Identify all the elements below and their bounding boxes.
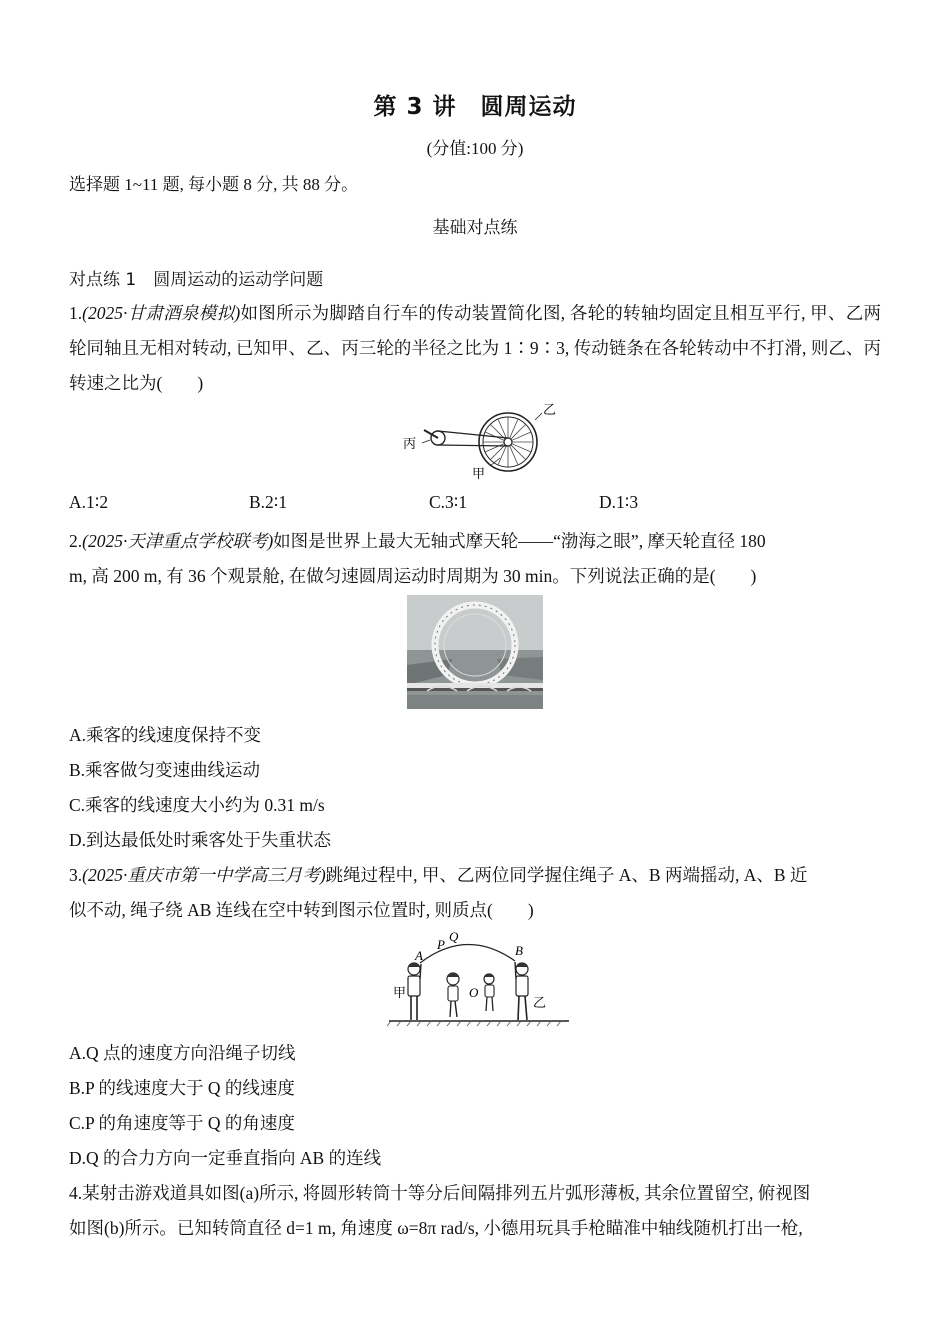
q1-option-b[interactable]: B.2∶1 — [249, 492, 288, 512]
q2-option-c[interactable]: C.乘客的线速度大小约为 0.31 m/s — [69, 795, 325, 815]
q1-option-c[interactable]: C.3∶1 — [429, 492, 468, 512]
q1-option-a[interactable]: A.1∶2 — [69, 492, 109, 512]
intro-text: 选择题 1~11 题, 每小题 8 分, 共 88 分。 — [69, 175, 359, 194]
q1-option-d[interactable]: D.1∶3 — [599, 492, 639, 512]
bicycle-drive-figure — [400, 400, 560, 485]
q2-option-b[interactable]: B.乘客做匀变速曲线运动 — [69, 760, 261, 780]
question-3-stem-line2: 似不动, 绳子绕 AB 连线在空中转到图示位置时, 则质点( ) — [69, 900, 534, 920]
page-title: 第 3 讲 圆周运动 — [373, 94, 577, 120]
q2-option-a[interactable]: A.乘客的线速度保持不变 — [69, 725, 262, 745]
q3-option-b[interactable]: B.P 的线速度大于 Q 的线速度 — [69, 1078, 295, 1098]
score-note: (分值:100 分) — [426, 139, 524, 158]
subsection-heading: 对点练 1 圆周运动的运动学问题 — [69, 270, 324, 290]
label-jia-person: 甲 — [393, 985, 407, 1000]
label-O: O — [469, 985, 479, 1000]
question-2-stem-line2: m, 高 200 m, 有 36 个观景舱, 在做匀速圆周运动时周期为 30 min。下列说法正确的是( ) — [69, 566, 757, 586]
question-1-options — [0, 492, 950, 516]
question-4-stem-line1: 4.某射击游戏道具如图(a)所示, 将圆形转筒十等分后间隔排列五片弧形薄板, 其余位置留空, 俯视图 — [69, 1183, 811, 1203]
q3-option-d[interactable]: D.Q 的合力方向一定垂直指向 AB 的连线 — [69, 1148, 382, 1168]
question-4-stem-line2: 如图(b)所示。已知转筒直径 d=1 m, 角速度 ω=8π rad/s, 小德用玩具手枪瞄准中轴线随机打出一枪, — [69, 1218, 803, 1238]
label-P: P — [437, 937, 445, 952]
jump-rope-figure — [387, 927, 571, 1027]
q3-option-c[interactable]: C.P 的角速度等于 Q 的角速度 — [69, 1113, 295, 1133]
question-3-stem-line1: 3.(2025·重庆市第一中学高三月考)跳绳过程中, 甲、乙两位同学握住绳子 A、B 两端摇动, A、B 近 — [69, 865, 808, 885]
ferris-wheel-photo — [407, 595, 543, 709]
question-1-stem: 1.(2025·甘肃酒泉模拟)如图所示为脚踏自行车的传动装置简化图, 各轮的转轴均固定且相互平行, 甲、乙两轮同轴且无相对转动, 已知甲、乙、丙三轮的半径之比为 1∶9∶3, 传动链条在各轮转动中不打滑, 则乙、丙转速之比为( ) — [69, 303, 882, 393]
label-Q: Q — [449, 929, 459, 944]
label-A: A — [415, 948, 423, 963]
label-yi: 乙 — [543, 402, 557, 417]
section-heading: 基础对点练 — [432, 218, 518, 238]
label-bing: 丙 — [403, 436, 417, 451]
q2-option-d[interactable]: D.到达最低处时乘客处于失重状态 — [69, 830, 332, 850]
label-yi-person: 乙 — [533, 995, 547, 1010]
label-B: B — [515, 943, 523, 958]
question-2-stem-line1: 2.(2025·天津重点学校联考)如图是世界上最大无轴式摩天轮——“渤海之眼”, 摩天轮直径 180 — [69, 531, 766, 551]
label-jia: 甲 — [472, 466, 486, 481]
q3-option-a[interactable]: A.Q 点的速度方向沿绳子切线 — [69, 1043, 296, 1063]
